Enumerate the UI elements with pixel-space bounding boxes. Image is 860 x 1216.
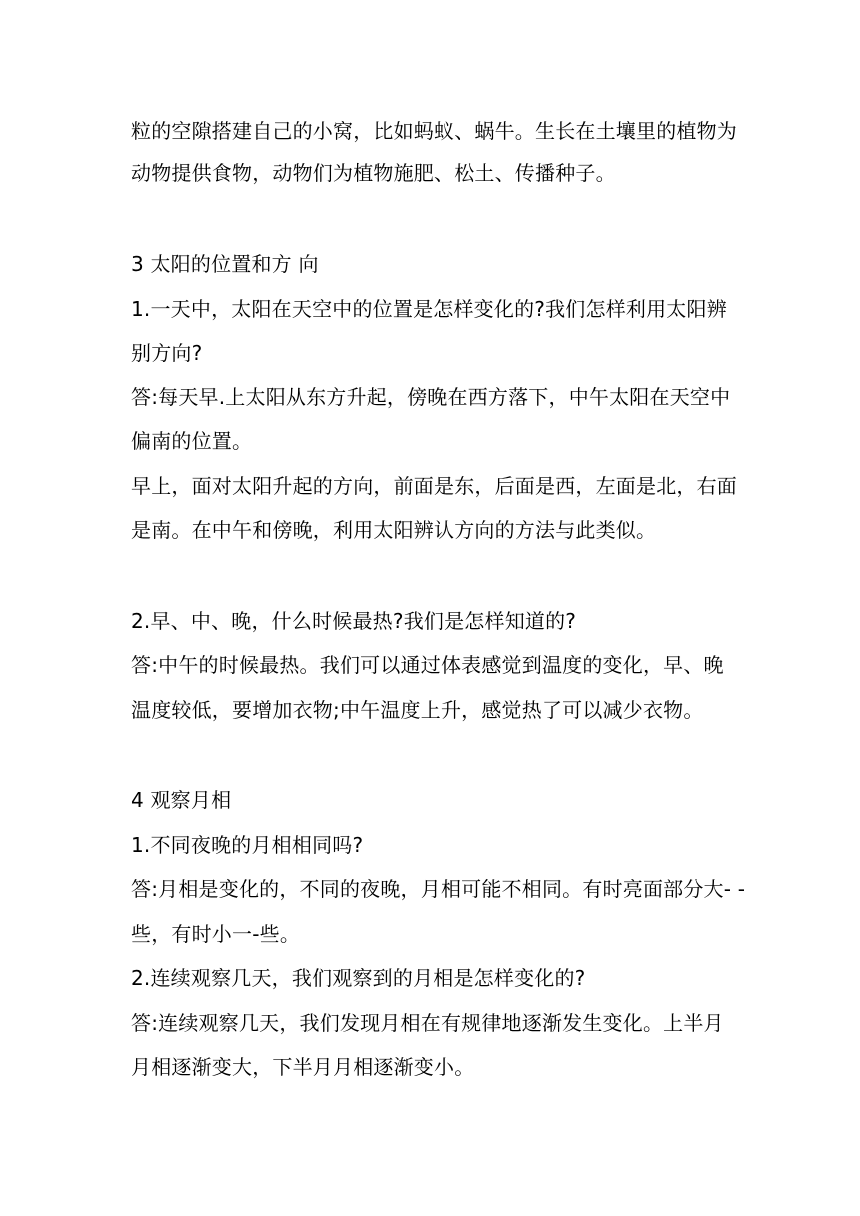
- answer-hottest-time-line-1: 答:中午的时候最热。我们可以通过体表感觉到温度的变化，早、晚: [131, 653, 724, 677]
- question-sun-position-line-1: 1.一天中，太阳在天空中的位置是怎样变化的?我们怎样利用太阳辨: [131, 297, 727, 321]
- answer-sun-position-line-2: 偏南的位置。: [131, 429, 253, 453]
- question-sun-position-line-2: 别方向?: [131, 341, 203, 365]
- paragraph-soil-line-2: 动物提供食物，动物们为植物施肥、松土、传播种子。: [131, 161, 616, 185]
- answer-hottest-time-line-2: 温度较低，要增加衣物;中午温度上升，感觉热了可以减少衣物。: [131, 698, 704, 722]
- answer-sun-position-line-1: 答:每天早.上太阳从东方升起，傍晚在西方落下，中午太阳在天空中: [131, 385, 731, 409]
- answer-moon-phase-change-line-1: 答:连续观察几天，我们发现月相在有规律地逐渐发生变化。上半月: [131, 1011, 724, 1035]
- answer-moon-phases-same-line-1: 答:月相是变化的，不同的夜晚，月相可能不相同。有时亮面部分大- -: [131, 877, 746, 901]
- paragraph-soil-line-1: 粒的空隙搭建自己的小窝，比如蚂蚁、蜗牛。生长在土壤里的植物为: [131, 119, 737, 143]
- question-moon-phase-change: 2.连续观察几天，我们观察到的月相是怎样变化的?: [131, 966, 586, 990]
- question-moon-phases-same: 1.不同夜晚的月相相同吗?: [131, 833, 364, 857]
- answer-moon-phases-same-line-2: 些，有时小一-些。: [131, 922, 301, 946]
- answer-directions-line-1: 早上，面对太阳升起的方向，前面是东，后面是西，左面是北，右面: [131, 474, 737, 498]
- answer-moon-phase-change-line-2: 月相逐渐变大，下半月月相逐渐变小。: [131, 1055, 475, 1079]
- section-heading-sun: 3 太阳的位置和方 向: [131, 252, 319, 276]
- question-hottest-time: 2.早、中、晚，什么时候最热?我们是怎样知道的?: [131, 609, 577, 633]
- answer-directions-line-2: 是南。在中午和傍晚，利用太阳辨认方向的方法与此类似。: [131, 518, 657, 542]
- section-heading-moon: 4 观察月相: [131, 788, 232, 812]
